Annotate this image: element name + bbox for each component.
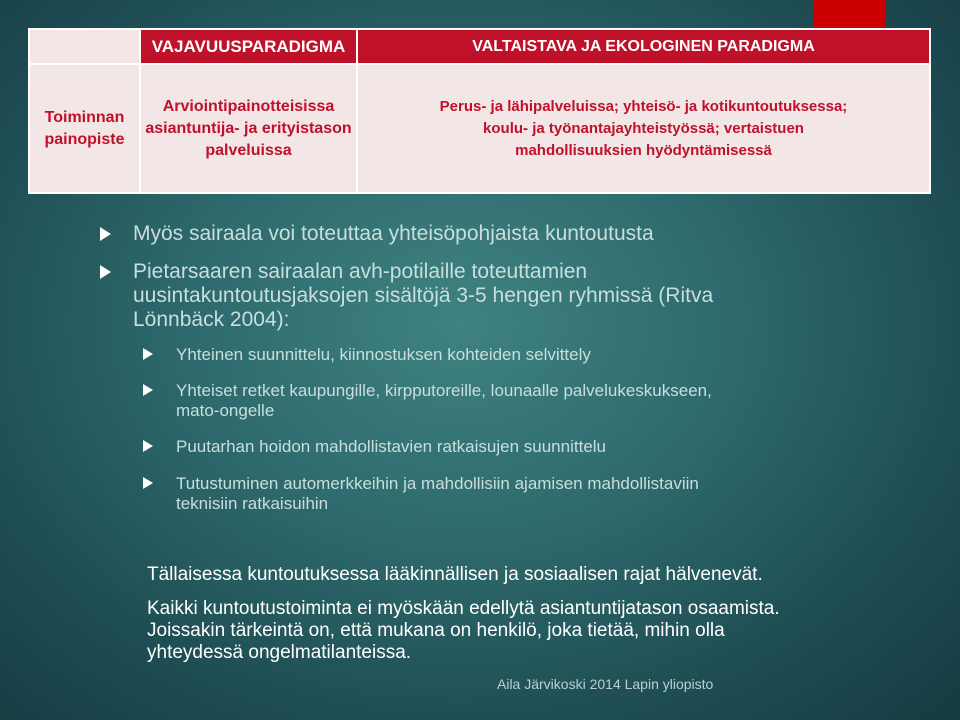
note-text: Tällaisessa kuntoutuksessa lääkinnällisen ja sosiaalisen rajat hälvenevät. — [147, 564, 763, 585]
note-text: Kaikki kuntoutustoiminta ei myöskään edellytä asiantuntijatason osaamista. — [147, 598, 780, 619]
sub-bullet-text: Yhteinen suunnittelu, kiinnostuksen kohteiden selvittely — [176, 345, 591, 364]
bullet-text: Myös sairaala voi toteuttaa yhteisöpohjaista kuntoutusta — [133, 222, 654, 245]
footer-credit: Aila Järvikoski 2014 Lapin yliopisto — [497, 676, 714, 692]
table-row — [29, 64, 930, 193]
bullet-arrow-icon — [143, 348, 153, 360]
sub-bullet-text: Tutustuminen automerkkeihin ja mahdollisiin ajamisen mahdollistaviin — [176, 474, 699, 493]
sub-bullet-text: Yhteiset retket kaupungille, kirpputoreille, lounaalle palvelukeskukseen, — [176, 381, 712, 400]
cell-line: koulu- ja työnantajayhteistyössä; vertaistuen — [483, 119, 804, 137]
sub-bullet-item — [143, 381, 896, 421]
header-empty-cell — [29, 29, 140, 64]
row-label-cell — [29, 64, 140, 193]
sub-bullet-text: Puutarhan hoidon mahdollistavien ratkaisujen suunnittelu — [176, 437, 607, 456]
row-label-line: painopiste — [44, 130, 125, 148]
bullet-text: Lönnbäck 2004): — [133, 308, 290, 331]
sub-bullet-text: mato-ongelle — [176, 401, 275, 420]
bullet-arrow-icon — [143, 384, 153, 396]
bullet-arrow-icon — [143, 477, 153, 489]
bullet-item — [100, 222, 853, 246]
sub-bullet-item — [143, 474, 896, 514]
note-paragraph — [147, 564, 907, 586]
bullet-arrow-icon — [100, 227, 111, 241]
left-paradigm-cell — [140, 64, 357, 193]
table-header-row — [29, 29, 930, 64]
right-paradigm-cell — [357, 64, 930, 193]
cell-line: Perus- ja lähipalveluissa; yhteisö- ja kotikuntoutuksessa; — [439, 97, 848, 115]
header-valtaistava-paradigma: VALTAISTAVA JA EKOLOGINEN PARADIGMA — [357, 29, 930, 64]
bullet-arrow-icon — [143, 440, 153, 452]
cell-line: palveluissa — [205, 141, 292, 159]
note-paragraph — [147, 598, 907, 664]
cell-line: mahdollisuuksien hyödyntämisessä — [515, 141, 772, 159]
sub-bullet-item — [143, 345, 896, 365]
row-label-line: Toiminnan — [44, 108, 125, 126]
bullet-text: Pietarsaaren sairaalan avh-potilaille toteuttamien — [133, 260, 588, 283]
paradigm-table — [28, 28, 931, 194]
cell-line: asiantuntija- ja erityistason — [145, 119, 352, 137]
bullet-arrow-icon — [100, 265, 111, 279]
sub-bullet-item — [143, 437, 896, 457]
note-text: Joissakin tärkeintä on, että mukana on henkilö, joka tietää, mihin olla — [147, 620, 725, 641]
sub-bullet-text: teknisiin ratkaisuihin — [176, 494, 329, 513]
bullet-item — [100, 260, 853, 332]
bullet-text: uusintakuntoutusjaksojen sisältöjä 3-5 hengen ryhmissä (Ritva — [133, 284, 714, 307]
header-vajavuusparadigma: VAJAVUUSPARADIGMA — [140, 29, 357, 64]
cell-line: Arviointipainotteisissa — [162, 97, 335, 115]
note-text: yhteydessä ongelmatilanteissa. — [147, 642, 412, 663]
accent-bar — [813, 0, 885, 30]
